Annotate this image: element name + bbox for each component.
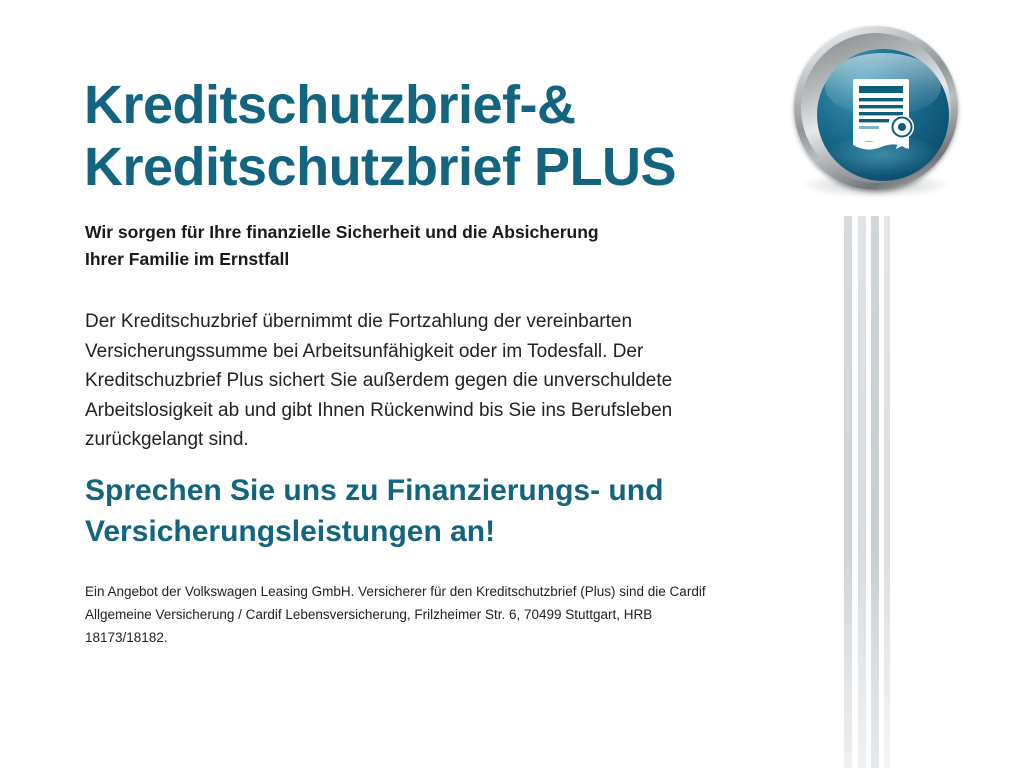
stripe-1 xyxy=(844,216,852,768)
body-paragraph: Der Kreditschuzbrief übernimmt die Fortzahlung der vereinbarten Versicherungssumme bei Arbeitsunfähigkeit oder im Todesfall. Der Kreditschuzbrief Plus sichert Sie außerdem gegen die unverschuldete Arbeitslosigkeit ab und gibt Ihnen Rückenwind bis Sie ins Berufsleben zurückgelangt sind. xyxy=(85,311,673,450)
call-to-action xyxy=(85,470,765,552)
page-title-line-1: Kreditschutzbrief-& xyxy=(84,75,576,136)
badge-face xyxy=(817,49,949,181)
stripe-3 xyxy=(871,216,879,768)
badge-outer-ring xyxy=(794,26,958,190)
lead-subheading-line-1: Wir sorgen für Ihre finanzielle Sicherheit und die Absicherung xyxy=(85,222,599,242)
call-to-action-line-2: Versicherungsleistungen an! xyxy=(85,515,496,548)
decorative-stripes xyxy=(840,216,900,768)
lead-subheading xyxy=(85,219,745,273)
page-title-line-2: Kreditschutzbrief PLUS xyxy=(84,137,677,198)
stripe-2 xyxy=(858,216,866,768)
lead-subheading-line-2: Ihrer Familie im Ernstfall xyxy=(85,249,290,269)
certificate-badge xyxy=(786,22,966,202)
legal-disclaimer: Ein Angebot der Volkswagen Leasing GmbH. Versicherer für den Kreditschutzbrief (Plus) sind die Cardif Allgemeine Versicherung / Cardif Lebensversicherung, Frilzheimer Str. 6, 70499 Stuttgart, HRB 18173/18182. xyxy=(85,583,706,645)
page-title xyxy=(84,74,764,198)
badge-inner-ring xyxy=(801,33,951,183)
certificate-seal-icon xyxy=(847,75,921,153)
call-to-action-line-1: Sprechen Sie uns zu Finanzierungs- und xyxy=(85,474,664,507)
stripe-4 xyxy=(884,216,890,768)
